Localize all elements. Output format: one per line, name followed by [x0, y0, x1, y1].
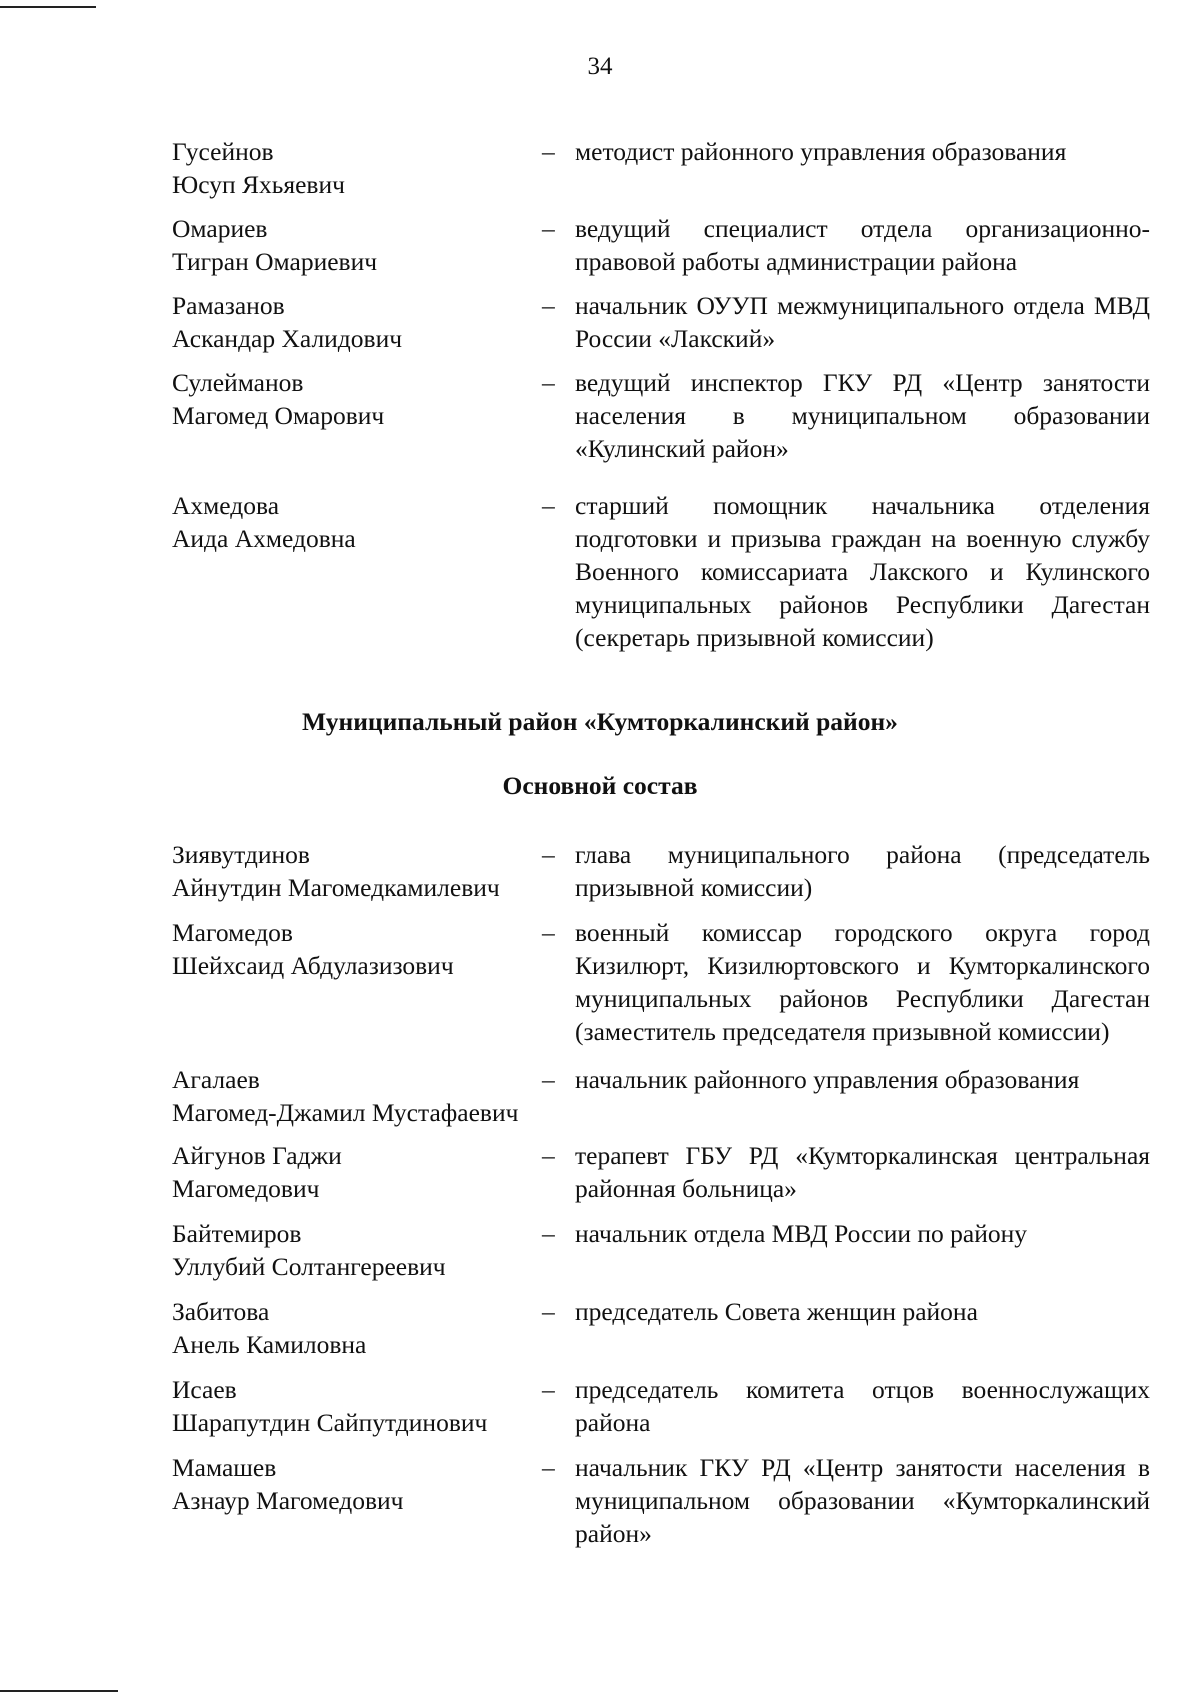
member-name: Магомедов Шейхсаид Абдулазизович: [172, 918, 454, 980]
member-role: военный комиссар городского округа город Кизилюрт, Кизилюртовского и Кумторкалинского муниципальных районов Республики Дагестан (заместитель председателя призывной комиссии): [575, 918, 1150, 1046]
member-role: начальник ГКУ РД «Центр занятости населения в муниципальном образовании «Кумторкалинский район»: [575, 1453, 1150, 1548]
dash: –: [542, 1141, 555, 1170]
member-entry: [172, 1063, 1162, 1129]
page-number: 34: [587, 53, 613, 80]
dash: –: [542, 1065, 555, 1094]
scan-edge-top: [0, 6, 96, 8]
dash: –: [542, 137, 555, 166]
member-list-top: [172, 135, 1162, 654]
member-entry: [172, 489, 1162, 654]
member-role: председатель комитета отцов военнослужащих района: [575, 1375, 1150, 1437]
member-name: Забитова Анель Камиловна: [172, 1297, 367, 1359]
dash: –: [542, 1219, 555, 1248]
member-entry: [172, 1451, 1162, 1550]
member-role: методист районного управления образования: [575, 137, 1067, 166]
member-entry: [172, 366, 1162, 465]
member-role: начальник районного управления образования: [575, 1065, 1080, 1094]
member-list-main: [172, 838, 1162, 1550]
dash: –: [542, 291, 555, 320]
member-name: Гусейнов Юсуп Яхьяевич: [172, 137, 345, 199]
member-entry: [172, 1373, 1162, 1439]
member-entry: [172, 1217, 1162, 1283]
scan-edge-bottom: [0, 1690, 118, 1692]
member-name: Ахмедова Аида Ахмедовна: [172, 491, 356, 553]
member-name: Омариев Тигран Омариевич: [172, 214, 378, 276]
member-role: глава муниципального района (председатель призывной комиссии): [575, 840, 1150, 902]
member-role: председатель Совета женщин района: [575, 1297, 978, 1326]
dash: –: [542, 1297, 555, 1326]
member-entry: [172, 838, 1162, 904]
member-name: Зиявутдинов Айнутдин Магомедкамилевич: [172, 840, 500, 902]
member-role: ведущий инспектор ГКУ РД «Центр занятости населения в муниципальном образовании «Кулинский район»: [575, 368, 1150, 463]
member-entry: [172, 289, 1162, 355]
member-role: начальник отдела МВД России по району: [575, 1219, 1028, 1248]
member-entry: [172, 1295, 1162, 1361]
district-heading: Муниципальный район «Кумторкалинский район»: [302, 707, 898, 736]
member-role: старший помощник начальника отделения подготовки и призыва граждан на военную службу Военного комиссариата Лакского и Кулинского муниципальных районов Республики Дагестан (секретарь призывной комиссии): [575, 491, 1150, 652]
member-entry: [172, 1139, 1162, 1205]
dash: –: [542, 918, 555, 947]
composition-heading: Основной состав: [502, 771, 698, 800]
dash: –: [542, 1375, 555, 1404]
member-role: терапевт ГБУ РД «Кумторкалинская центральная районная больница»: [575, 1141, 1150, 1203]
dash: –: [542, 368, 555, 397]
member-name: Рамазанов Аскандар Халидович: [172, 291, 403, 353]
member-name: Айгунов Гаджи Магомедович: [172, 1141, 342, 1203]
member-name: Байтемиров Уллубий Солтангереевич: [172, 1219, 446, 1281]
member-entry: [172, 135, 1162, 201]
dash: –: [542, 214, 555, 243]
member-name: Исаев Шарапутдин Сайпутдинович: [172, 1375, 488, 1437]
member-entry: [172, 212, 1162, 278]
dash: –: [542, 491, 555, 520]
member-role: начальник ОУУП межмуниципального отдела МВД России «Лакский»: [575, 291, 1150, 353]
member-role: ведущий специалист отдела организационно-правовой работы администрации района: [575, 214, 1150, 276]
member-entry: [172, 916, 1162, 1048]
dash: –: [542, 840, 555, 869]
member-name: Сулейманов Магомед Омарович: [172, 368, 385, 430]
member-name: Мамашев Азнаур Магомедович: [172, 1453, 404, 1515]
member-name: Агалаев Магомед-Джамил Мустафаевич: [172, 1065, 519, 1127]
dash: –: [542, 1453, 555, 1482]
